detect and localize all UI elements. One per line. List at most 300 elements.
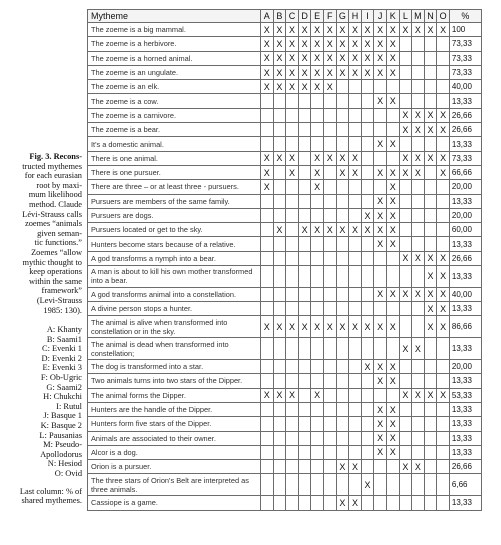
caption-line: root by maxi- [36, 180, 82, 190]
mark-cell-j: X [374, 360, 387, 374]
mark-cell-k: X [386, 223, 399, 237]
caption-footer [2, 487, 82, 506]
mark-cell-i: X [361, 360, 374, 374]
mark-cell-e [311, 251, 324, 265]
mark-cell-f [323, 237, 336, 251]
mark-cell-l [399, 223, 412, 237]
mark-cell-c [286, 360, 299, 374]
mark-cell-h [349, 94, 362, 108]
mark-cell-m [412, 37, 425, 51]
mark-cell-c [286, 496, 299, 510]
mark-cell-f [323, 374, 336, 388]
mark-cell-f [323, 360, 336, 374]
mark-cell-g: X [336, 151, 349, 165]
mytheme-cell: A divine person stops a hunter. [88, 302, 261, 316]
legend-item: G: Saami2 [46, 382, 82, 392]
mark-cell-c [286, 338, 299, 360]
mark-cell-e [311, 123, 324, 137]
mark-cell-d [298, 180, 311, 194]
percent-cell: 13,33 [449, 94, 481, 108]
mark-cell-k [386, 474, 399, 496]
percent-cell: 73,33 [449, 51, 481, 65]
legend-item: Apollodorus [40, 449, 82, 459]
mark-cell-k: X [386, 445, 399, 459]
table-row [88, 108, 482, 122]
mark-cell-h [349, 374, 362, 388]
mark-cell-l: X [399, 151, 412, 165]
mark-cell-e [311, 137, 324, 151]
mark-cell-d: X [298, 223, 311, 237]
mark-cell-c [286, 460, 299, 474]
mark-cell-d: X [298, 23, 311, 37]
mytheme-cell: The dog is transformed into a star. [88, 360, 261, 374]
mark-cell-o: X [437, 151, 450, 165]
mytheme-cell: A god transforms animal into a constellation. [88, 287, 261, 301]
mark-cell-d [298, 165, 311, 179]
column-header-d: D [298, 10, 311, 23]
mark-cell-k: X [386, 51, 399, 65]
mark-cell-l [399, 374, 412, 388]
mark-cell-a [261, 417, 274, 431]
mark-cell-e [311, 417, 324, 431]
table-row [88, 402, 482, 416]
column-header-l: L [399, 10, 412, 23]
mark-cell-e: X [311, 223, 324, 237]
column-header-m: M [412, 10, 425, 23]
mark-cell-g [336, 417, 349, 431]
mark-cell-n [424, 65, 437, 79]
mark-cell-a [261, 94, 274, 108]
mark-cell-m: X [412, 251, 425, 265]
column-header-g: G [336, 10, 349, 23]
mark-cell-j [374, 496, 387, 510]
percent-cell: 13,33 [449, 338, 481, 360]
mark-cell-l [399, 37, 412, 51]
mark-cell-d [298, 496, 311, 510]
mark-cell-d: X [298, 80, 311, 94]
mark-cell-i [361, 431, 374, 445]
mark-cell-g [336, 338, 349, 360]
mark-cell-i: X [361, 23, 374, 37]
mark-cell-c: X [286, 151, 299, 165]
mark-cell-h [349, 123, 362, 137]
mark-cell-k [386, 251, 399, 265]
mark-cell-f [323, 194, 336, 208]
mark-cell-e [311, 208, 324, 222]
mark-cell-a [261, 360, 274, 374]
mark-cell-o [437, 94, 450, 108]
mark-cell-g [336, 123, 349, 137]
mark-cell-a: X [261, 180, 274, 194]
mark-cell-f [323, 180, 336, 194]
caption-line: framework” [41, 286, 82, 296]
mark-cell-l [399, 194, 412, 208]
mark-cell-b [273, 266, 286, 288]
legend-item: E: Evenki 3 [42, 363, 82, 373]
mark-cell-e [311, 431, 324, 445]
percent-cell: 40,00 [449, 287, 481, 301]
mark-cell-o: X [437, 123, 450, 137]
mark-cell-e [311, 402, 324, 416]
mark-cell-n: X [424, 151, 437, 165]
mytheme-cell: The animal is alive when transformed into constellation or in the sky. [88, 316, 261, 338]
mark-cell-m [412, 402, 425, 416]
mark-cell-m: X [412, 338, 425, 360]
mark-cell-a: X [261, 151, 274, 165]
mark-cell-b: X [273, 151, 286, 165]
mark-cell-d [298, 445, 311, 459]
mark-cell-h: X [349, 496, 362, 510]
mark-cell-e [311, 496, 324, 510]
mytheme-cell: A god transforms a nymph into a bear. [88, 251, 261, 265]
percent-cell: 20,00 [449, 360, 481, 374]
mark-cell-d [298, 108, 311, 122]
table-row [88, 137, 482, 151]
mark-cell-n: X [424, 388, 437, 402]
percent-cell: 13,33 [449, 137, 481, 151]
mark-cell-b: X [273, 223, 286, 237]
caption-line: given seman- [37, 228, 82, 238]
mark-cell-a [261, 237, 274, 251]
mark-cell-e [311, 108, 324, 122]
mark-cell-i [361, 123, 374, 137]
column-header-a: A [261, 10, 274, 23]
mark-cell-f [323, 431, 336, 445]
mark-cell-i [361, 137, 374, 151]
mark-cell-d [298, 208, 311, 222]
mark-cell-e [311, 460, 324, 474]
table-row [88, 496, 482, 510]
mark-cell-g: X [336, 37, 349, 51]
caption-line: method. Claude [28, 199, 82, 209]
mark-cell-o [437, 223, 450, 237]
mark-cell-i: X [361, 51, 374, 65]
mark-cell-h: X [349, 151, 362, 165]
mark-cell-g [336, 208, 349, 222]
mark-cell-f [323, 137, 336, 151]
mark-cell-g: X [336, 496, 349, 510]
legend-item: C: Evenki 1 [41, 344, 82, 354]
legend-item: M: Pseudo- [43, 440, 82, 450]
mark-cell-e [311, 287, 324, 301]
mark-cell-d [298, 474, 311, 496]
mark-cell-o [437, 474, 450, 496]
mark-cell-k [386, 123, 399, 137]
mark-cell-b [273, 123, 286, 137]
mark-cell-l [399, 474, 412, 496]
mark-cell-l [399, 65, 412, 79]
mark-cell-h [349, 287, 362, 301]
mark-cell-m [412, 180, 425, 194]
mark-cell-n [424, 402, 437, 416]
mark-cell-m [412, 316, 425, 338]
mark-cell-k: X [386, 360, 399, 374]
mark-cell-a [261, 402, 274, 416]
mark-cell-o: X [437, 23, 450, 37]
mark-cell-j [374, 460, 387, 474]
mark-cell-n [424, 445, 437, 459]
table-row [88, 223, 482, 237]
mark-cell-o [437, 360, 450, 374]
mark-cell-e: X [311, 180, 324, 194]
percent-cell: 13,33 [449, 266, 481, 288]
mark-cell-b [273, 374, 286, 388]
percent-cell: 73,33 [449, 37, 481, 51]
mark-cell-m: X [412, 460, 425, 474]
mark-cell-e: X [311, 65, 324, 79]
mark-cell-a [261, 137, 274, 151]
table-row [88, 23, 482, 37]
mark-cell-j: X [374, 23, 387, 37]
mark-cell-n [424, 496, 437, 510]
mark-cell-n: X [424, 287, 437, 301]
mark-cell-l [399, 360, 412, 374]
mark-cell-j: X [374, 431, 387, 445]
mark-cell-k [386, 388, 399, 402]
mark-cell-o [437, 51, 450, 65]
mark-cell-o: X [437, 388, 450, 402]
mark-cell-i [361, 194, 374, 208]
column-header-k: K [386, 10, 399, 23]
mark-cell-e: X [311, 51, 324, 65]
mark-cell-a [261, 223, 274, 237]
mark-cell-j [374, 302, 387, 316]
mytheme-cell: The zoeme is a cow. [88, 94, 261, 108]
mark-cell-c [286, 108, 299, 122]
mark-cell-o [437, 137, 450, 151]
mark-cell-i [361, 338, 374, 360]
mytheme-cell: The animal forms the Dipper. [88, 388, 261, 402]
mytheme-cell: The three stars of Orion's Belt are interpreted as three animals. [88, 474, 261, 496]
mark-cell-k: X [386, 194, 399, 208]
mark-cell-c: X [286, 388, 299, 402]
mark-cell-c: X [286, 23, 299, 37]
mark-cell-g: X [336, 223, 349, 237]
mark-cell-g: X [336, 316, 349, 338]
mark-cell-n [424, 208, 437, 222]
legend-item: L: Pausanias [39, 430, 82, 440]
mark-cell-b [273, 460, 286, 474]
mytheme-cell: There is one pursuer. [88, 165, 261, 179]
mytheme-cell: Animals are associated to their owner. [88, 431, 261, 445]
mark-cell-j [374, 338, 387, 360]
mark-cell-k [386, 108, 399, 122]
mytheme-cell: There is one animal. [88, 151, 261, 165]
mark-cell-h: X [349, 165, 362, 179]
mark-cell-m [412, 51, 425, 65]
percent-cell: 26,66 [449, 251, 481, 265]
mark-cell-j: X [374, 65, 387, 79]
mytheme-cell: The zoeme is a carnivore. [88, 108, 261, 122]
mark-cell-n: X [424, 251, 437, 265]
mark-cell-o: X [437, 108, 450, 122]
mytheme-cell: Hunters are the handle of the Dipper. [88, 402, 261, 416]
caption-line: tructed mythemes [22, 161, 82, 171]
mark-cell-f: X [323, 151, 336, 165]
mark-cell-d [298, 287, 311, 301]
mark-cell-b [273, 360, 286, 374]
mark-cell-k: X [386, 316, 399, 338]
caption-line: within the same [28, 276, 82, 286]
mark-cell-a [261, 287, 274, 301]
mark-cell-c [286, 94, 299, 108]
mark-cell-o: X [437, 266, 450, 288]
table-body [88, 23, 482, 511]
mark-cell-k: X [386, 94, 399, 108]
mytheme-cell: Pursuers located or get to the sky. [88, 223, 261, 237]
mark-cell-g [336, 180, 349, 194]
mark-cell-k [386, 338, 399, 360]
mark-cell-m [412, 208, 425, 222]
mark-cell-c [286, 208, 299, 222]
mark-cell-e [311, 374, 324, 388]
legend-item: J: Basque 1 [43, 411, 82, 421]
mytheme-cell: The zoeme is an ungulate. [88, 65, 261, 79]
mark-cell-k: X [386, 402, 399, 416]
mark-cell-d [298, 151, 311, 165]
mark-cell-e [311, 266, 324, 288]
percent-cell: 13,33 [449, 496, 481, 510]
mark-cell-o [437, 65, 450, 79]
mark-cell-m [412, 266, 425, 288]
mark-cell-m [412, 360, 425, 374]
mark-cell-n: X [424, 123, 437, 137]
mark-cell-m [412, 223, 425, 237]
mark-cell-k: X [386, 208, 399, 222]
mark-cell-l: X [399, 287, 412, 301]
mark-cell-g: X [336, 460, 349, 474]
mark-cell-a [261, 208, 274, 222]
mark-cell-d [298, 302, 311, 316]
mark-cell-n [424, 431, 437, 445]
mark-cell-g [336, 287, 349, 301]
mark-cell-m [412, 237, 425, 251]
table-row [88, 37, 482, 51]
mark-cell-a [261, 496, 274, 510]
mark-cell-o [437, 208, 450, 222]
mark-cell-b [273, 402, 286, 416]
mytheme-cell: The animal is dead when transformed into constellation; [88, 338, 261, 360]
caption-line: Lévi-Strauss calls [22, 209, 82, 219]
mark-cell-n: X [424, 108, 437, 122]
mark-cell-f [323, 338, 336, 360]
caption-line: 1985: 130). [43, 305, 82, 315]
legend-item: K: Basque 2 [40, 421, 82, 431]
mark-cell-j: X [374, 223, 387, 237]
mytheme-header: Mytheme [88, 10, 261, 23]
mark-cell-c: X [286, 65, 299, 79]
mark-cell-m [412, 94, 425, 108]
mark-cell-i: X [361, 223, 374, 237]
column-header-j: J [374, 10, 387, 23]
mark-cell-m: X [412, 108, 425, 122]
mark-cell-i [361, 445, 374, 459]
mark-cell-k: X [386, 23, 399, 37]
mark-cell-i [361, 417, 374, 431]
mark-cell-k [386, 496, 399, 510]
mark-cell-h [349, 338, 362, 360]
table-row [88, 338, 482, 360]
mark-cell-d: X [298, 65, 311, 79]
percent-header: % [449, 10, 481, 23]
mark-cell-g: X [336, 65, 349, 79]
mark-cell-d [298, 388, 311, 402]
mark-cell-a: X [261, 51, 274, 65]
mark-cell-e: X [311, 151, 324, 165]
mytheme-cell: Pursuers are members of the same family. [88, 194, 261, 208]
mark-cell-l [399, 445, 412, 459]
mytheme-cell: Hunters become stars because of a relative. [88, 237, 261, 251]
mark-cell-c [286, 374, 299, 388]
mark-cell-h: X [349, 316, 362, 338]
mark-cell-e [311, 445, 324, 459]
caption-title: Fig. 3. Recons- [29, 152, 82, 161]
mytheme-cell: The zoeme is a horned animal. [88, 51, 261, 65]
table-row [88, 151, 482, 165]
table-row [88, 445, 482, 459]
percent-cell: 26,66 [449, 108, 481, 122]
mark-cell-h [349, 180, 362, 194]
mark-cell-m [412, 474, 425, 496]
mark-cell-f [323, 460, 336, 474]
mark-cell-a [261, 302, 274, 316]
mark-cell-o: X [437, 287, 450, 301]
mark-cell-h [349, 445, 362, 459]
mark-cell-k: X [386, 431, 399, 445]
mark-cell-g [336, 431, 349, 445]
mark-cell-k [386, 151, 399, 165]
mytheme-cell: Orion is a pursuer. [88, 460, 261, 474]
mytheme-cell: Two animals turns into two stars of the Dipper. [88, 374, 261, 388]
mark-cell-i [361, 251, 374, 265]
mark-cell-b: X [273, 51, 286, 65]
column-header-c: C [286, 10, 299, 23]
table-row [88, 287, 482, 301]
legend-item: H: Chukchi [43, 392, 82, 402]
mark-cell-i: X [361, 208, 374, 222]
mark-cell-j [374, 474, 387, 496]
mark-cell-c [286, 402, 299, 416]
mark-cell-m [412, 374, 425, 388]
mark-cell-g [336, 137, 349, 151]
mark-cell-c [286, 287, 299, 301]
mark-cell-i [361, 266, 374, 288]
mark-cell-e [311, 94, 324, 108]
mark-cell-h [349, 108, 362, 122]
mark-cell-j: X [374, 402, 387, 416]
mark-cell-j: X [374, 137, 387, 151]
mark-cell-l: X [399, 23, 412, 37]
mark-cell-l [399, 402, 412, 416]
mark-cell-g [336, 360, 349, 374]
mark-cell-m: X [412, 151, 425, 165]
mark-cell-b [273, 474, 286, 496]
mark-cell-l [399, 237, 412, 251]
mark-cell-f [323, 402, 336, 416]
mark-cell-n [424, 223, 437, 237]
mark-cell-e: X [311, 23, 324, 37]
mark-cell-j: X [374, 51, 387, 65]
mark-cell-h [349, 431, 362, 445]
mark-cell-g: X [336, 23, 349, 37]
mark-cell-d [298, 237, 311, 251]
mark-cell-j: X [374, 374, 387, 388]
table-row [88, 51, 482, 65]
mark-cell-b [273, 496, 286, 510]
mark-cell-i [361, 402, 374, 416]
caption-line: keep operations [29, 267, 82, 277]
mark-cell-d [298, 94, 311, 108]
